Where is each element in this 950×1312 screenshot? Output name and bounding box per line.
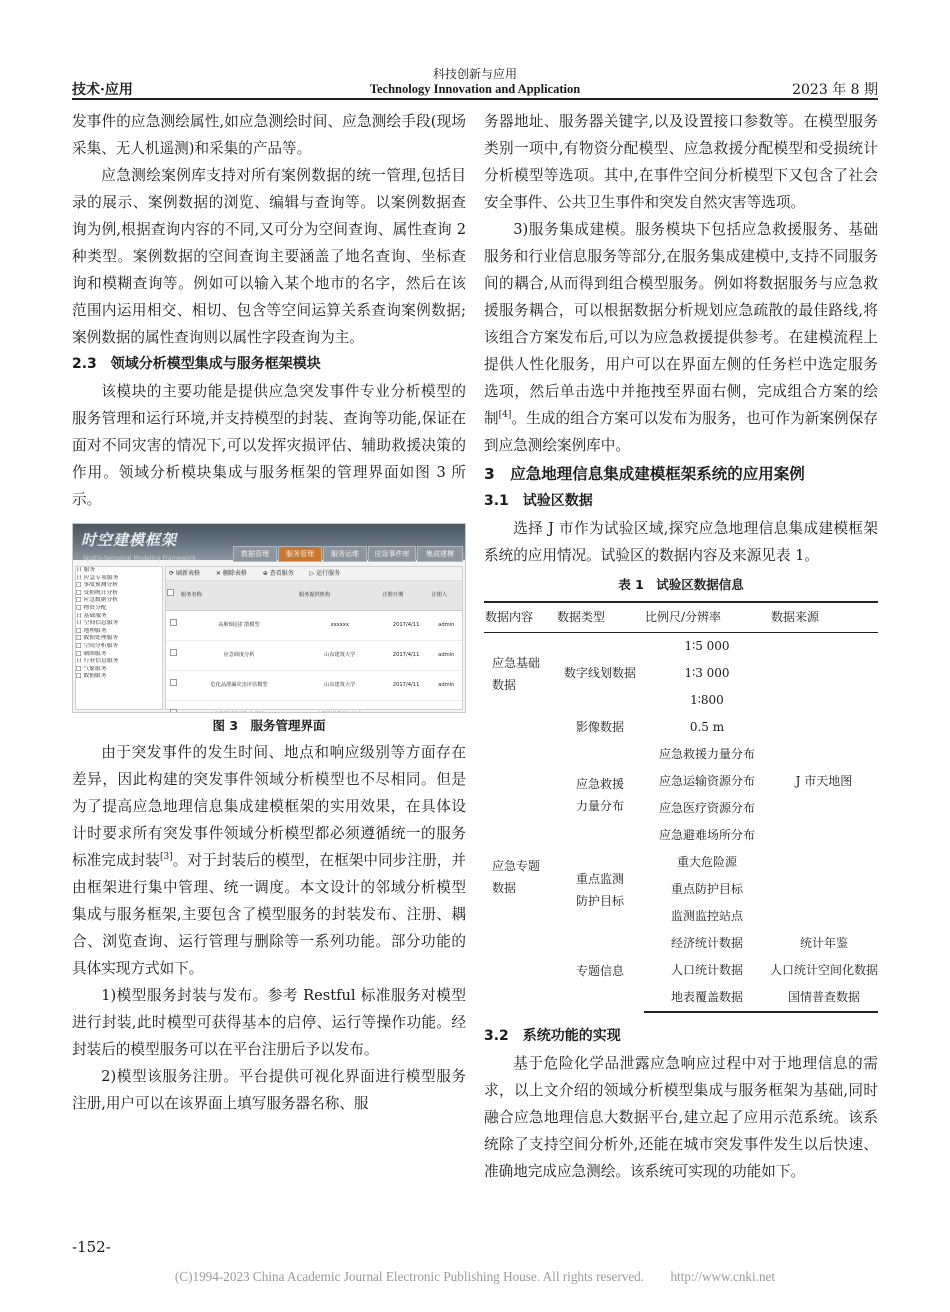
service-cell: 2017/4/11 [382, 611, 431, 641]
table-caption: 表 1 试验区数据信息 [618, 577, 744, 592]
tree-item[interactable]: □ 空间分析服务 [76, 642, 119, 649]
table-cell: 监测监控站点 [670, 909, 743, 923]
right-column [484, 108, 878, 1185]
service-cell [298, 701, 382, 714]
delete-button[interactable]: ✕ 删除表格 [215, 570, 247, 577]
paragraph: 由于突发事件的发生时间、地点和响应级别等方面存在差异，因此构建的突发事件领域分析模型也不尽相同。但是为了提高应急地理信息集成建模框架的实用效果，在具体设计时要求所有突发事件领域分析模型都必须遵循统一的服务标准完成封装[3]。对于封装后的模型，在框架中同步注册，并由框架进行集中管理、统一调度。本文设计的邻域分析模型集成与服务框架,主要包含了模型服务的封装发布、注册、耦合、浏览查询、运行管理与删除等一系列功能。部分功能的具体实现方式如下。 [72, 744, 466, 977]
table-cell: 地表覆盖数据 [644, 984, 770, 1012]
table-cell: 影像数据 [575, 720, 624, 734]
app-logo-subtitle: Spatio-temporal Modeling Framework [83, 555, 196, 562]
table-cell: 经济统计数据 [670, 936, 743, 950]
table-cell: 统计年鉴 [799, 936, 848, 950]
table-cell: 国情普查数据 [770, 984, 878, 1012]
tree-item[interactable]: □ 物资分配 [76, 604, 107, 611]
table-cell: 应急运输资源分布 [658, 774, 755, 788]
service-cell: admin [431, 611, 462, 641]
table-cell: 0.5 m [689, 720, 725, 734]
column-header: 服务名称 [180, 581, 298, 611]
service-row[interactable] [166, 701, 462, 714]
paragraph: 3)服务集成建模。服务模块下包括应急救援服务、基础服务和行业信息服务等部分,在服务集成建模中,支持不同服务间的耦合,从而得到组合模型服务。例如将数据服务与应急救援服务耦合，可以根据数据分析规划应急疏散的最佳路线,将该组合方案发布后,可以为应急救援提供参考。在建模流程上提供人性化服务，用户可以在界面左侧的任务栏中选定服务选项，然后单击选中并拖拽至界面右侧，完成组合方案的绘制[4]。生成的组合方案可以发布为服务，也可作为新案例保存到应急测绘案例库中。 [484, 221, 878, 454]
left-column [72, 108, 466, 1117]
service-panel [165, 566, 463, 710]
table-cell: 1∶800 [690, 693, 724, 707]
tree-item[interactable]: 日 服务 [76, 567, 96, 573]
table-cell: 数字线划数据 [563, 666, 636, 680]
paragraph: 选择 J 市作为试验区域,探究应急地理信息集成建模框架系统的应用情况。试验区的数据内容及来源见表 1。 [484, 520, 878, 564]
tree-item[interactable]: □ 数据服务 [76, 673, 107, 680]
service-cell: 2017/4/11 [382, 671, 431, 701]
tree-item[interactable]: 日 基础服务 [76, 612, 107, 619]
citation: [3] [159, 852, 173, 863]
select-all-checkbox[interactable] [166, 581, 180, 611]
column-header: 数据内容 [484, 602, 556, 633]
table-cell: 应急基础数据 [492, 655, 541, 692]
service-row[interactable] [166, 641, 462, 671]
table-cell: 应急专题数据 [492, 858, 541, 895]
service-row[interactable] [166, 671, 462, 701]
view-button[interactable]: ⊕ 查看服务 [262, 570, 294, 577]
tree-item[interactable]: □ 应急数据分析 [76, 597, 119, 604]
row-checkbox[interactable] [166, 671, 180, 701]
tree-item[interactable]: □ 制图服务 [76, 650, 107, 657]
app-logo: 时空建模框架 [81, 531, 178, 549]
paragraph: 务器地址、服务器关键字,以及设置接口参数等。在模型服务类别一项中,有物资分配模型、应急救援分配模型和受损统计分析模型等选项。其中,在事件空间分析模型下又包含了社会安全事件、公共卫生事件和突发自然灾害等选项。 [484, 113, 878, 211]
table-cell: 重点防护目标 [670, 882, 743, 896]
service-cell: 应急调度分析 [180, 641, 298, 671]
section-heading: 2.3 领域分析模型集成与服务框架模块 [72, 356, 321, 372]
nav-tab-service[interactable]: 服务管理 [278, 546, 322, 562]
table-cell: 应急救援力量分布 [658, 747, 755, 761]
section-heading: 3.1 试验区数据 [484, 493, 593, 509]
column-header: 数据类型 [556, 602, 644, 633]
tree-item[interactable]: □ 数据处理服务 [76, 635, 119, 642]
run-button[interactable]: ▷ 运行服务 [309, 570, 341, 577]
column-header: 数据来源 [770, 602, 878, 633]
nav-tab-data[interactable]: 数据管理 [233, 546, 277, 562]
citation: [4] [498, 410, 512, 421]
service-cell: 危化品泄漏灾害评估模型 [180, 671, 298, 701]
paragraph: 发事件的应急测绘属性,如应急测绘时间、应急测绘手段(现场采集、无人机遥测)和采集的产品等。 [72, 113, 466, 157]
service-row[interactable] [166, 611, 462, 641]
nav-tab-events[interactable]: 应急事件库 [368, 546, 416, 562]
service-cell [180, 701, 298, 714]
table-cell: 应急救援力量分布 [575, 777, 624, 813]
tree-item[interactable]: □ 地理服务 [76, 627, 107, 634]
column-header: 注册日期 [382, 581, 431, 611]
table-cell: 应急避难场所分布 [658, 828, 755, 842]
service-cell: admin [431, 671, 462, 701]
column-header: 比例尺/分辨率 [644, 602, 770, 633]
row-checkbox[interactable] [166, 611, 180, 641]
table-cell: 人口统计空间化数据 [770, 963, 879, 977]
paragraph: 1)模型服务封装与发布。参考 Restful 标准服务对模型进行封装,此时模型可获得基本的启停、运行等操作功能。经封装后的模型服务可以在平台注册后予以发布。 [72, 987, 466, 1058]
tree-item[interactable]: □ 气象服务 [76, 665, 107, 672]
tree-item[interactable]: 日 行业信息服务 [76, 658, 119, 665]
refresh-button[interactable]: ⟳ 刷新表格 [169, 570, 200, 577]
figure-caption: 图 3 服务管理界面 [212, 718, 326, 733]
table-cell: 重大危险源 [676, 855, 737, 869]
service-cell: 2017/4/11 [382, 641, 431, 671]
nav-tab-ops[interactable]: 服务运维 [323, 546, 367, 562]
row-checkbox[interactable] [166, 701, 180, 714]
table-cell: 专题信息 [575, 963, 624, 978]
service-cell [431, 701, 462, 714]
paragraph: 2)模型该服务注册。平台提供可视化界面进行模型服务注册,用户可以在该界面上填写服务器名称、服 [72, 1068, 466, 1112]
journal-title-en: Technology Innovation and Application [369, 82, 581, 96]
data-table [484, 601, 878, 1013]
tree-item[interactable]: 日 应急专项服务 [76, 574, 119, 581]
table-cell: 1∶3 000 [684, 666, 730, 680]
service-cell: admin [431, 641, 462, 671]
row-checkbox[interactable] [166, 641, 180, 671]
figure-3-screenshot [72, 523, 466, 713]
column-header: 服务提供机构 [298, 581, 382, 611]
service-toolbar [166, 567, 462, 581]
tree-item[interactable]: □ 受损统计分析 [76, 589, 119, 596]
service-tree [75, 566, 163, 710]
paragraph: 基于危险化学品泄露应急响应过程中对于地理信息的需求，以上文介绍的领域分析模型集成与服务框架为基础,同时融合应急地理信息大数据平台,建立起了应用示范系统。该系统除了支持空间分析外,还能在城市突发事件发生以后快速、准确地完成应急测绘。该系统可实现的功能如下。 [484, 1055, 878, 1180]
table-cell: 1∶5 000 [684, 639, 730, 653]
tree-item[interactable]: 日 空间信息服务 [76, 620, 119, 627]
service-table-body [166, 611, 462, 714]
service-cell: 高斯烟羽扩散模型 [180, 611, 298, 641]
issue-label: 2023 年 8 期 [792, 82, 878, 98]
nav-tab-modeling[interactable]: 集成建模 [417, 546, 463, 562]
table-cell: 人口统计数据 [670, 963, 743, 977]
tree-item[interactable]: □ 事故预测分析 [76, 582, 119, 589]
section-label: 技术·应用 [72, 82, 133, 98]
paragraph: 该模块的主要功能是提供应急突发事件专业分析模型的服务管理和运行环境,并支持模型的封装、查询等功能,保证在面对不同灾害的情况下,可以发挥灾损评估、辅助救援决策的作用。领域分析模块集成与服务框架的管理界面如图 3 所示。 [72, 383, 466, 508]
copyright-watermark: (C)1994-2023 China Academic Journal Electronic Publishing House. All rights reserved. http://www.cnki.net [174, 1269, 776, 1284]
section-heading: 3.2 系统功能的实现 [484, 1028, 621, 1044]
table-cell: J 市天地图 [795, 774, 853, 788]
section-heading: 3 应急地理信息集成建模框架系统的应用案例 [484, 465, 805, 483]
header-rule [72, 98, 878, 100]
paragraph: 应急测绘案例库支持对所有案例数据的统一管理,包括目录的展示、案例数据的浏览、编辑与查询等。以案例数据查询为例,根据查询内容的不同,又可分为空间查询、属性查询 2 种类型。案例数据的空间查询主要涵盖了地名查询、坐标查询和模糊查询等。例如可以输入某个地市的名字，然后在该范围内运用相交、相切、包含等空间运算关系查询案例数据;案例数据的属性查询则以属性字段查询为主。 [72, 167, 466, 346]
table-cell: 应急医疗资源分布 [658, 801, 755, 815]
service-cell: 山东建筑大学 [298, 671, 382, 701]
service-cell: 山东建筑大学 [298, 641, 382, 671]
table-cell: 重点监测防护目标 [575, 871, 624, 908]
service-table [166, 581, 462, 713]
service-cell: xxxxxx [298, 611, 382, 641]
column-header: 注册人 [431, 581, 462, 611]
service-cell [382, 701, 431, 714]
table-cell [484, 714, 556, 741]
journal-title-cn: 科技创新与应用 [432, 67, 517, 81]
page-number: -152- [72, 1238, 111, 1256]
